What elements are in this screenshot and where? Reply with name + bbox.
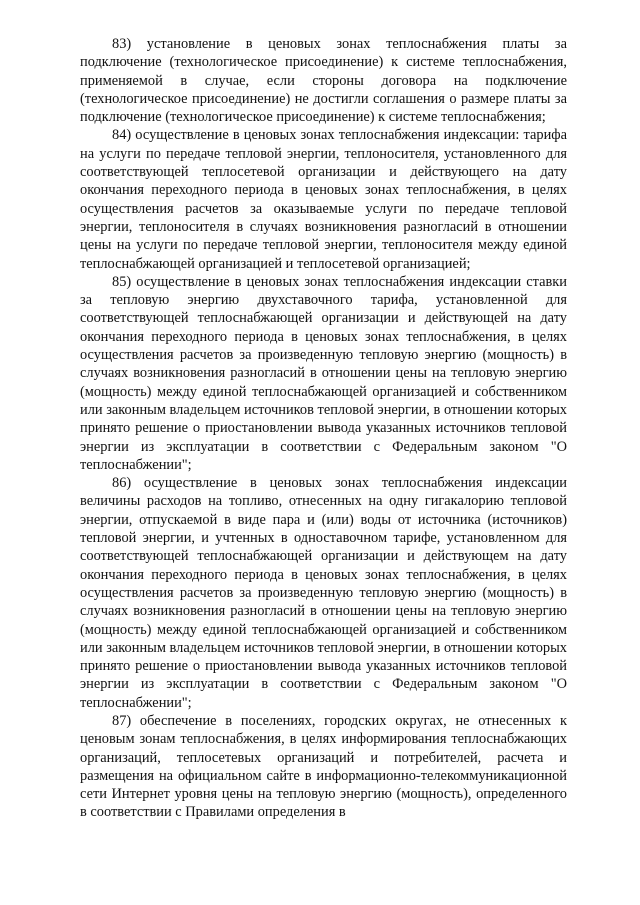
paragraph-85: 85) осуществление в ценовых зонах теплоснабжения индексации ставки за тепловую энергию двухставочного тарифа, установленной для соответствующей теплоснабжающей организации и действующей на дату окончания переходного периода в ценовых зонах теплоснабжения, в целях осуществления расчетов за произведенную тепловую энергию (мощность) в случаях возникновения разногласий в отношении цены на тепловую энергию (мощность) между единой теплоснабжающей организацией и собственником или законным владельцем источников тепловой энергии, в отношении которых принято решение о приостановлении вывода указанных источников тепловой энергии из эксплуатации в соответствии с Федеральным законом "О теплоснабжении"; [80, 273, 567, 473]
paragraph-84: 84) осуществление в ценовых зонах теплоснабжения индексации: тарифа на услуги по передаче тепловой энергии, теплоносителя, установленного для соответствующей теплосетевой организации и действующего на дату окончания переходного периода в ценовых зонах теплоснабжения, в целях осуществления расчетов за оказываемые услуги по передаче тепловой энергии, теплоносителя в случаях возникновения разногласий в отношении цены на услуги по передаче тепловой энергии, теплоносителя между единой теплоснабжающей организацией и теплосетевой организацией; [80, 127, 567, 272]
document-page [80, 35, 567, 822]
paragraph-83: 83) установление в ценовых зонах теплоснабжения платы за подключение (технологическое присоединение) к системе теплоснабжения, применяемой в случае, если стороны договора на подключение (технологическое присоединение) не достигли соглашения о размере платы за подключение (технологическое присоединение) к системе теплоснабжения; [80, 36, 567, 126]
paragraph-87: 87) обеспечение в поселениях, городских округах, не отнесенных к ценовым зонам теплоснабжения, в целях информирования теплоснабжающих организаций, теплосетевых организаций и потребителей, расчета и размещения на официальном сайте в информационно-телекоммуникационной сети Интернет уровня цены на тепловую энергию (мощность), определенного в соответствии с Правилами определения в [80, 712, 567, 821]
paragraph-86: 86) осуществление в ценовых зонах теплоснабжения индексации величины расходов на топливо, отнесенных на одну гигакалорию тепловой энергии, отпускаемой в виде пара и (или) воды от источника (источников) тепловой энергии, и учтенных в одноставочном тарифе, установленном для соответствующей теплоснабжающей организации и действующем на дату окончания переходного периода в ценовых зонах теплоснабжения, в целях осуществления расчетов за произведенную тепловую энергию (мощность) в случаях возникновения разногласий в отношении цены на тепловую энергию (мощность) между единой теплоснабжающей организацией и собственником или законным владельцем источников тепловой энергии, в отношении которых принято решение о приостановлении вывода указанных источников тепловой энергии из эксплуатации в соответствии с Федеральным законом "О теплоснабжении"; [80, 475, 567, 711]
